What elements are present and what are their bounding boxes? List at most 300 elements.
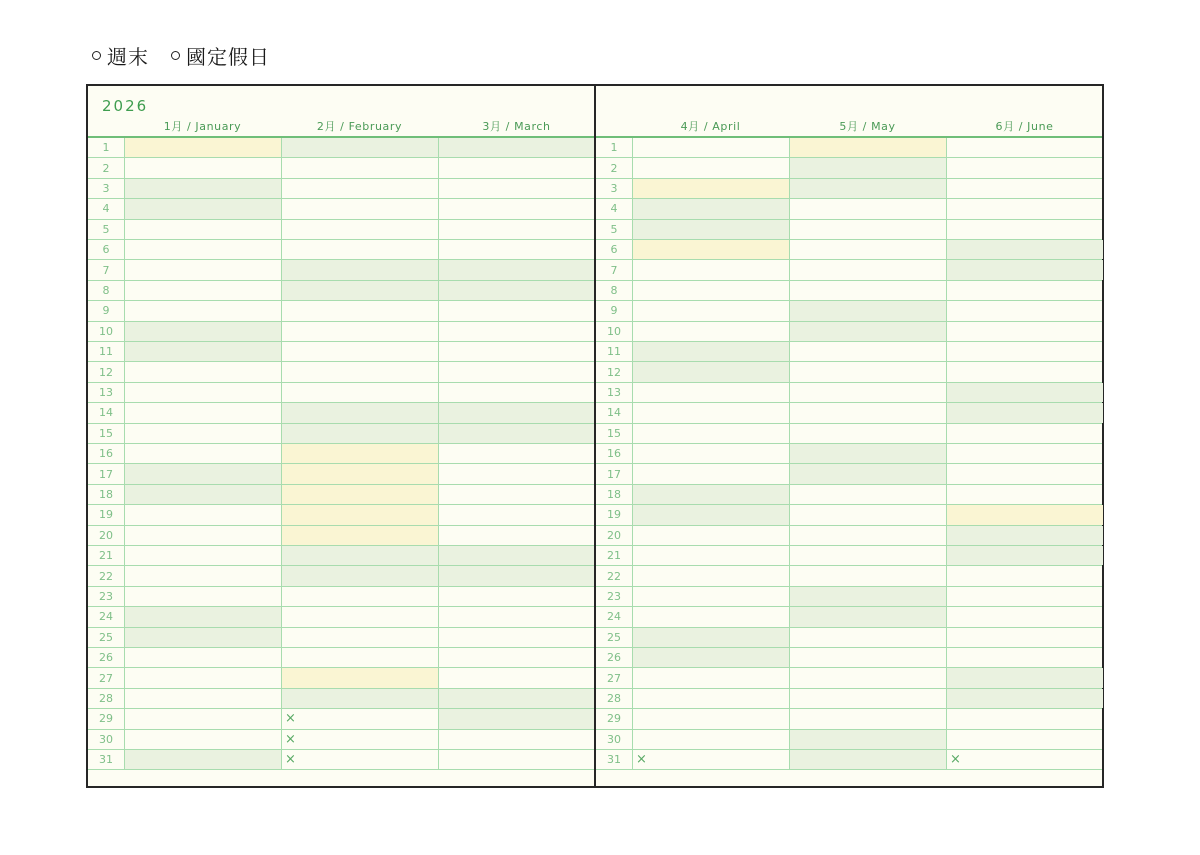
day-row xyxy=(88,505,594,525)
column-divider xyxy=(281,138,282,770)
invalid-day-mark[interactable]: × xyxy=(636,752,647,768)
calendar-page-right xyxy=(594,84,1104,788)
day-cell[interactable] xyxy=(946,322,1103,341)
holiday-cell[interactable] xyxy=(281,485,438,504)
day-cell[interactable] xyxy=(438,505,595,524)
day-row xyxy=(88,362,594,382)
day-cell[interactable] xyxy=(632,546,789,565)
day-cell[interactable] xyxy=(124,505,281,524)
legend xyxy=(92,40,292,70)
holiday-cell[interactable] xyxy=(281,464,438,483)
day-cell[interactable] xyxy=(124,648,281,667)
day-cell[interactable] xyxy=(632,607,789,626)
day-number: 23 xyxy=(99,589,113,603)
day-cell[interactable] xyxy=(946,342,1103,361)
day-row xyxy=(88,342,594,362)
day-cell[interactable] xyxy=(632,709,789,728)
weekend-cell[interactable] xyxy=(789,730,946,749)
day-cell[interactable] xyxy=(632,260,789,279)
day-cell[interactable] xyxy=(632,464,789,483)
day-row xyxy=(596,260,1102,280)
day-number: 4 xyxy=(610,202,618,216)
day-cell[interactable] xyxy=(438,628,595,647)
day-number: 24 xyxy=(607,610,621,624)
day-cell[interactable] xyxy=(281,179,438,198)
weekend-cell[interactable] xyxy=(789,301,946,320)
day-row xyxy=(596,546,1102,566)
day-row xyxy=(596,566,1102,586)
weekend-cell[interactable] xyxy=(438,546,595,565)
day-cell[interactable] xyxy=(632,138,789,157)
day-cell[interactable] xyxy=(124,709,281,728)
day-cell[interactable] xyxy=(632,322,789,341)
column-divider xyxy=(946,138,947,770)
day-row xyxy=(88,444,594,464)
day-cell[interactable] xyxy=(789,281,946,300)
weekend-cell[interactable] xyxy=(124,607,281,626)
day-cell[interactable] xyxy=(438,750,595,769)
day-cell[interactable] xyxy=(789,485,946,504)
weekend-cell[interactable] xyxy=(632,485,789,504)
day-row xyxy=(596,587,1102,607)
day-cell[interactable] xyxy=(946,138,1103,157)
day-cell[interactable] xyxy=(124,689,281,708)
day-cell[interactable] xyxy=(281,322,438,341)
day-row xyxy=(596,301,1102,321)
day-cell[interactable] xyxy=(946,648,1103,667)
day-number: 29 xyxy=(607,712,621,726)
day-number: 15 xyxy=(99,426,113,440)
day-cell[interactable] xyxy=(438,526,595,545)
day-cell[interactable] xyxy=(789,505,946,524)
day-cell[interactable] xyxy=(946,444,1103,463)
weekend-cell[interactable] xyxy=(124,342,281,361)
day-cell[interactable] xyxy=(789,199,946,218)
weekend-cell[interactable] xyxy=(281,138,438,157)
day-cell[interactable] xyxy=(438,730,595,749)
day-row xyxy=(596,240,1102,260)
holiday-cell[interactable] xyxy=(281,668,438,687)
day-number: 30 xyxy=(99,732,113,746)
day-number: 6 xyxy=(102,243,110,257)
weekend-cell[interactable] xyxy=(946,383,1103,402)
day-cell[interactable] xyxy=(124,362,281,381)
day-row xyxy=(596,383,1102,403)
day-row xyxy=(88,281,594,301)
holiday-cell[interactable] xyxy=(281,505,438,524)
day-number: 19 xyxy=(99,508,113,522)
day-number: 1 xyxy=(102,141,110,155)
day-cell[interactable] xyxy=(281,587,438,606)
weekend-cell[interactable] xyxy=(789,750,946,769)
day-number: 31 xyxy=(607,753,621,767)
day-cell[interactable] xyxy=(281,240,438,259)
day-cell[interactable] xyxy=(946,709,1103,728)
day-row xyxy=(596,158,1102,178)
day-cell[interactable] xyxy=(438,444,595,463)
day-cell[interactable] xyxy=(124,158,281,177)
day-cell[interactable] xyxy=(438,668,595,687)
day-row xyxy=(88,587,594,607)
day-cell[interactable] xyxy=(124,587,281,606)
weekend-cell[interactable] xyxy=(946,668,1103,687)
day-cell[interactable] xyxy=(632,424,789,443)
day-number: 30 xyxy=(607,732,621,746)
day-cell[interactable] xyxy=(789,220,946,239)
holiday-cell[interactable] xyxy=(124,138,281,157)
day-row xyxy=(596,464,1102,484)
day-number: 28 xyxy=(99,691,113,705)
weekend-cell[interactable] xyxy=(946,403,1103,422)
day-cell[interactable] xyxy=(124,546,281,565)
day-number: 12 xyxy=(607,365,621,379)
day-cell[interactable] xyxy=(789,526,946,545)
weekend-cell[interactable] xyxy=(281,424,438,443)
day-cell[interactable] xyxy=(632,566,789,585)
legend-weekend-label: 週末 xyxy=(107,44,149,69)
weekend-cell[interactable] xyxy=(632,505,789,524)
day-cell[interactable] xyxy=(632,587,789,606)
day-cell[interactable] xyxy=(946,220,1103,239)
day-row xyxy=(596,199,1102,219)
day-cell[interactable] xyxy=(632,689,789,708)
weekend-cell[interactable] xyxy=(124,322,281,341)
day-number: 26 xyxy=(607,651,621,665)
day-number: 18 xyxy=(99,487,113,501)
calendar-page-left xyxy=(86,84,596,788)
day-cell[interactable] xyxy=(789,628,946,647)
weekend-cell[interactable] xyxy=(789,587,946,606)
day-cell[interactable] xyxy=(124,260,281,279)
day-cell[interactable] xyxy=(438,383,595,402)
day-cell[interactable] xyxy=(281,648,438,667)
weekend-cell[interactable] xyxy=(438,566,595,585)
weekend-cell[interactable] xyxy=(281,689,438,708)
day-row xyxy=(88,158,594,178)
day-number: 1 xyxy=(610,141,618,155)
day-cell[interactable] xyxy=(438,199,595,218)
day-cell[interactable] xyxy=(789,424,946,443)
day-cell[interactable] xyxy=(281,607,438,626)
day-row xyxy=(596,281,1102,301)
day-cell[interactable] xyxy=(789,668,946,687)
weekend-cell[interactable] xyxy=(946,689,1103,708)
day-number: 11 xyxy=(607,345,621,359)
weekend-cell[interactable] xyxy=(438,138,595,157)
day-number: 9 xyxy=(610,304,618,318)
day-number: 10 xyxy=(99,324,113,338)
day-cell[interactable] xyxy=(124,301,281,320)
circle-icon xyxy=(92,51,101,60)
day-row xyxy=(596,709,1102,729)
day-row xyxy=(88,322,594,342)
day-row xyxy=(596,220,1102,240)
day-cell[interactable] xyxy=(789,240,946,259)
day-cell[interactable] xyxy=(632,158,789,177)
weekend-cell[interactable] xyxy=(438,424,595,443)
day-row xyxy=(596,689,1102,709)
day-cell[interactable] xyxy=(281,628,438,647)
day-cell[interactable] xyxy=(789,709,946,728)
month-header: 3月 / March xyxy=(482,120,551,133)
day-row xyxy=(88,689,594,709)
month-header: 2月 / February xyxy=(316,120,403,133)
day-cell[interactable] xyxy=(789,689,946,708)
day-row xyxy=(596,342,1102,362)
day-row xyxy=(88,424,594,444)
day-cell[interactable] xyxy=(124,730,281,749)
day-cell[interactable] xyxy=(124,668,281,687)
weekend-cell[interactable] xyxy=(124,179,281,198)
weekend-cell[interactable] xyxy=(632,220,789,239)
day-number: 29 xyxy=(99,712,113,726)
weekend-cell[interactable] xyxy=(438,689,595,708)
day-cell[interactable] xyxy=(946,424,1103,443)
weekend-cell[interactable] xyxy=(632,628,789,647)
day-row xyxy=(88,526,594,546)
day-cell[interactable] xyxy=(632,668,789,687)
weekend-cell[interactable] xyxy=(946,260,1103,279)
day-cell[interactable] xyxy=(438,179,595,198)
day-cell[interactable] xyxy=(946,485,1103,504)
invalid-day-mark[interactable]: × xyxy=(285,752,296,768)
day-cell[interactable] xyxy=(124,444,281,463)
day-row xyxy=(88,648,594,668)
invalid-day-mark[interactable]: × xyxy=(950,752,961,768)
day-cell[interactable] xyxy=(438,648,595,667)
day-cell[interactable] xyxy=(789,566,946,585)
day-cell[interactable] xyxy=(438,301,595,320)
day-row xyxy=(596,628,1102,648)
day-cell[interactable] xyxy=(438,342,595,361)
day-number: 18 xyxy=(607,487,621,501)
day-number: 24 xyxy=(99,610,113,624)
day-cell[interactable] xyxy=(789,403,946,422)
day-cell[interactable] xyxy=(632,526,789,545)
day-cell[interactable] xyxy=(946,199,1103,218)
day-row xyxy=(596,179,1102,199)
weekend-cell[interactable] xyxy=(438,709,595,728)
day-row xyxy=(88,709,594,729)
day-number: 16 xyxy=(99,447,113,461)
weekend-cell[interactable] xyxy=(281,546,438,565)
weekend-cell[interactable] xyxy=(281,281,438,300)
day-row xyxy=(88,546,594,566)
day-cell[interactable] xyxy=(946,158,1103,177)
weekend-cell[interactable] xyxy=(632,648,789,667)
day-cell[interactable] xyxy=(789,546,946,565)
day-cell[interactable] xyxy=(438,485,595,504)
day-cell[interactable] xyxy=(946,628,1103,647)
day-number: 8 xyxy=(610,283,618,297)
holiday-cell[interactable] xyxy=(281,444,438,463)
day-cell[interactable] xyxy=(281,220,438,239)
weekend-cell[interactable] xyxy=(946,526,1103,545)
day-number: 4 xyxy=(102,202,110,216)
weekend-cell[interactable] xyxy=(124,750,281,769)
day-cell[interactable] xyxy=(438,220,595,239)
day-row xyxy=(596,607,1102,627)
circle-icon xyxy=(171,51,180,60)
day-cell[interactable] xyxy=(438,362,595,381)
holiday-cell[interactable] xyxy=(632,240,789,259)
month-header: 4月 / April xyxy=(680,120,741,133)
column-divider xyxy=(438,138,439,770)
day-row xyxy=(88,179,594,199)
weekend-cell[interactable] xyxy=(632,342,789,361)
day-cell[interactable] xyxy=(946,301,1103,320)
day-cell[interactable] xyxy=(438,158,595,177)
day-number: 25 xyxy=(99,630,113,644)
day-number: 13 xyxy=(607,385,621,399)
holiday-cell[interactable] xyxy=(789,138,946,157)
weekend-cell[interactable] xyxy=(438,403,595,422)
weekend-cell[interactable] xyxy=(124,464,281,483)
day-number: 25 xyxy=(607,630,621,644)
weekend-cell[interactable] xyxy=(281,260,438,279)
holiday-cell[interactable] xyxy=(946,505,1103,524)
invalid-day-mark[interactable]: × xyxy=(285,711,296,727)
weekend-cell[interactable] xyxy=(281,403,438,422)
day-number: 11 xyxy=(99,345,113,359)
day-cell[interactable] xyxy=(789,342,946,361)
day-cell[interactable] xyxy=(946,362,1103,381)
day-cell[interactable] xyxy=(124,403,281,422)
day-number: 17 xyxy=(99,467,113,481)
day-cell[interactable] xyxy=(124,424,281,443)
holiday-cell[interactable] xyxy=(281,526,438,545)
day-cell[interactable] xyxy=(124,566,281,585)
day-cell[interactable] xyxy=(124,220,281,239)
day-row xyxy=(88,464,594,484)
day-row xyxy=(88,668,594,688)
day-cell[interactable] xyxy=(946,179,1103,198)
weekend-cell[interactable] xyxy=(124,485,281,504)
weekend-cell[interactable] xyxy=(946,240,1103,259)
weekend-cell[interactable] xyxy=(946,546,1103,565)
day-cell[interactable] xyxy=(789,260,946,279)
day-cell[interactable] xyxy=(789,362,946,381)
day-row xyxy=(88,220,594,240)
day-row xyxy=(596,403,1102,423)
day-cell[interactable] xyxy=(124,526,281,545)
day-number: 2 xyxy=(102,161,110,175)
month-header: 6月 / June xyxy=(995,120,1054,133)
day-row xyxy=(88,199,594,219)
day-number: 3 xyxy=(610,181,618,195)
weekend-cell[interactable] xyxy=(438,260,595,279)
day-number: 16 xyxy=(607,447,621,461)
day-row xyxy=(88,628,594,648)
day-cell[interactable] xyxy=(281,383,438,402)
day-number: 23 xyxy=(607,589,621,603)
day-cell[interactable] xyxy=(789,648,946,667)
day-row xyxy=(88,607,594,627)
day-number: 12 xyxy=(99,365,113,379)
weekend-cell[interactable] xyxy=(789,464,946,483)
day-row xyxy=(596,362,1102,382)
day-cell[interactable] xyxy=(438,240,595,259)
column-divider xyxy=(789,138,790,770)
day-cell[interactable] xyxy=(281,158,438,177)
day-cell[interactable] xyxy=(632,301,789,320)
weekend-cell[interactable] xyxy=(789,322,946,341)
day-cell[interactable] xyxy=(946,281,1103,300)
weekend-cell[interactable] xyxy=(632,362,789,381)
day-number: 10 xyxy=(607,324,621,338)
day-cell[interactable] xyxy=(632,444,789,463)
column-divider xyxy=(632,138,633,770)
day-cell[interactable] xyxy=(124,240,281,259)
day-row xyxy=(88,750,594,770)
day-row xyxy=(596,730,1102,750)
day-cell[interactable] xyxy=(438,587,595,606)
day-cell[interactable] xyxy=(632,403,789,422)
day-number: 13 xyxy=(99,385,113,399)
day-cell[interactable] xyxy=(281,342,438,361)
invalid-day-mark[interactable]: × xyxy=(285,731,296,747)
day-cell[interactable] xyxy=(281,301,438,320)
day-cell[interactable] xyxy=(946,730,1103,749)
day-row xyxy=(596,668,1102,688)
day-row xyxy=(596,505,1102,525)
day-number: 19 xyxy=(607,508,621,522)
day-cell[interactable] xyxy=(438,322,595,341)
weekend-cell[interactable] xyxy=(789,158,946,177)
weekend-cell[interactable] xyxy=(438,281,595,300)
day-cell[interactable] xyxy=(632,281,789,300)
weekend-cell[interactable] xyxy=(632,199,789,218)
day-cell[interactable] xyxy=(124,281,281,300)
day-row xyxy=(596,444,1102,464)
day-cell[interactable] xyxy=(946,607,1103,626)
day-row xyxy=(88,301,594,321)
day-cell[interactable] xyxy=(632,730,789,749)
day-number: 28 xyxy=(607,691,621,705)
day-cell[interactable] xyxy=(632,383,789,402)
day-row xyxy=(596,485,1102,505)
day-cell[interactable] xyxy=(946,566,1103,585)
day-cell[interactable] xyxy=(124,383,281,402)
weekend-cell[interactable] xyxy=(281,566,438,585)
day-number: 27 xyxy=(99,671,113,685)
day-row xyxy=(88,260,594,280)
holiday-cell[interactable] xyxy=(632,179,789,198)
day-number: 7 xyxy=(610,263,618,277)
year-label: 2026 xyxy=(102,97,149,115)
day-number: 14 xyxy=(99,406,113,420)
day-cell[interactable] xyxy=(789,383,946,402)
day-cell[interactable] xyxy=(281,199,438,218)
weekend-cell[interactable] xyxy=(124,199,281,218)
day-row xyxy=(596,138,1102,158)
weekend-cell[interactable] xyxy=(124,628,281,647)
day-row xyxy=(596,750,1102,770)
day-row xyxy=(596,424,1102,444)
day-cell[interactable] xyxy=(946,587,1103,606)
month-header: 5月 / May xyxy=(839,120,896,133)
day-number: 20 xyxy=(607,528,621,542)
weekend-cell[interactable] xyxy=(789,607,946,626)
day-number: 5 xyxy=(610,222,618,236)
weekend-cell[interactable] xyxy=(789,444,946,463)
day-cell[interactable] xyxy=(281,362,438,381)
weekend-cell[interactable] xyxy=(789,179,946,198)
day-cell[interactable] xyxy=(946,464,1103,483)
day-cell[interactable] xyxy=(438,607,595,626)
day-number: 9 xyxy=(102,304,110,318)
day-cell[interactable] xyxy=(438,464,595,483)
